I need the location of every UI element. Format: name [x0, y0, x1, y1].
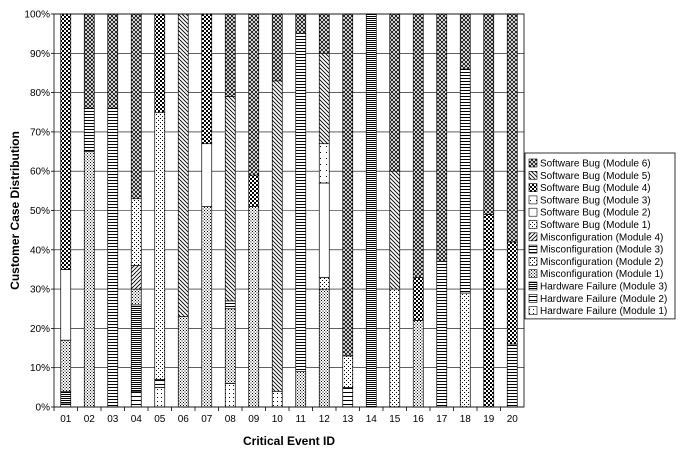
bar-segment: [131, 391, 141, 407]
y-tick-label: 50%: [29, 206, 50, 217]
x-tick-label: 02: [83, 414, 95, 425]
bar-segment: [319, 144, 329, 183]
bar-segment: [61, 14, 71, 269]
bar-segment: [343, 356, 353, 387]
bar-segment: [155, 379, 165, 387]
bar-segment: [319, 14, 329, 53]
bar-segment: [249, 175, 259, 206]
legend-swatch: [529, 171, 537, 179]
bar-segment: [296, 372, 306, 407]
bar-segment: [319, 277, 329, 289]
x-tick-label: 01: [60, 414, 72, 425]
bar-segment: [108, 108, 118, 407]
y-tick-label: 0%: [35, 402, 50, 414]
legend-swatch: [529, 257, 537, 265]
x-tick-label: 15: [389, 414, 401, 425]
legend-label: Software Bug (Module 5): [540, 170, 651, 182]
bar-segment: [108, 14, 118, 108]
x-tick-label: 05: [154, 414, 166, 425]
x-axis-label: Critical Event ID: [242, 434, 336, 448]
x-tick-label: 19: [483, 414, 495, 425]
bar-segment: [437, 14, 447, 262]
y-tick-label: 100%: [24, 9, 50, 21]
bar-segment: [84, 152, 94, 407]
legend-swatch: [529, 245, 537, 253]
x-tick-label: 04: [130, 414, 142, 425]
legend-label: Hardware Failure (Module 3): [540, 281, 668, 293]
x-tick-label: 10: [271, 414, 283, 425]
bar-segment: [272, 14, 282, 81]
bar-segment: [225, 309, 235, 384]
x-tick-label: 16: [412, 414, 424, 425]
bar-segment: [366, 14, 376, 407]
bar-segment: [131, 289, 141, 305]
bar-segment: [437, 262, 447, 407]
legend-swatch: [529, 282, 537, 290]
legend-label: Hardware Failure (Module 2): [540, 293, 668, 305]
legend-label: Software Bug (Module 4): [540, 183, 651, 195]
legend-label: Software Bug (Module 6): [540, 158, 651, 170]
bar-segment: [202, 207, 212, 407]
bar-segment: [84, 14, 94, 108]
legend-label: Misconfiguration (Module 2): [540, 256, 664, 268]
y-tick-label: 70%: [29, 127, 50, 139]
x-tick-label: 08: [224, 414, 236, 425]
legend-swatch: [529, 233, 537, 241]
x-tick-label: 03: [107, 414, 119, 425]
x-tick-label: 18: [459, 414, 471, 425]
y-tick-label: 10%: [29, 363, 50, 375]
legend-label: Software Bug (Module 2): [540, 207, 651, 219]
bar-segment: [460, 69, 470, 293]
bar-segment: [249, 14, 259, 175]
legend-label: Software Bug (Module 3): [540, 195, 651, 207]
bar-segment: [202, 144, 212, 207]
bar-segment: [413, 14, 423, 277]
gridlines: [54, 14, 524, 407]
legend-swatch: [529, 208, 537, 216]
bar-segment: [131, 199, 141, 266]
bar-segment: [131, 14, 141, 199]
legend-swatch: [529, 221, 537, 229]
legend-swatch: [529, 184, 537, 192]
bar-segment: [61, 403, 71, 407]
bar-segment: [507, 344, 517, 407]
bar-segment: [413, 321, 423, 407]
bar-segment: [225, 14, 235, 97]
bar-segment: [507, 14, 517, 242]
y-tick-label: 60%: [29, 166, 50, 178]
bar-segment: [390, 171, 400, 289]
legend: [525, 153, 675, 319]
bar-segment: [390, 289, 400, 407]
x-tick-label: 09: [248, 414, 260, 425]
bar-segment: [319, 53, 329, 143]
x-tick-label: 06: [177, 414, 189, 425]
bar-segment: [343, 14, 353, 356]
bar-segment: [507, 242, 517, 344]
bar-segment: [272, 81, 282, 391]
bar-segment: [131, 305, 141, 391]
bar-segment: [61, 269, 71, 340]
legend-swatch: [529, 307, 537, 315]
bar-segment: [484, 214, 494, 407]
bar-segment: [484, 14, 494, 214]
bar-segment: [319, 289, 329, 407]
legend-label: Misconfiguration (Module 4): [540, 232, 664, 244]
legend-label: Misconfiguration (Module 3): [540, 244, 664, 256]
y-tick-label: 80%: [29, 88, 50, 100]
bar-segment: [155, 387, 165, 407]
y-tick-label: 20%: [29, 323, 50, 335]
legend-label: Hardware Failure (Module 1): [540, 306, 668, 318]
bar-segment: [225, 97, 235, 301]
bar-segment: [131, 266, 141, 290]
bar-segment: [413, 277, 423, 320]
bar-segment: [178, 14, 188, 317]
y-axis-label: Customer Case Distribution: [8, 131, 22, 290]
bar-segment: [61, 340, 71, 391]
bar-segment: [225, 383, 235, 407]
bar-segment: [225, 301, 235, 309]
bar-segment: [390, 14, 400, 171]
x-tick-label: 11: [295, 414, 306, 425]
x-tick-label: 17: [436, 414, 448, 425]
legend-swatch: [529, 270, 537, 278]
bar-segment: [178, 317, 188, 407]
bar-segment: [84, 108, 94, 151]
legend-label: Software Bug (Module 1): [540, 220, 651, 231]
x-tick-label: 20: [506, 414, 518, 425]
legend-swatch: [529, 294, 537, 302]
y-tick-label: 40%: [29, 245, 50, 257]
x-tick-label: 13: [342, 414, 354, 425]
bar-segment: [155, 14, 165, 112]
bar-segment: [343, 387, 353, 407]
x-tick-label: 12: [318, 414, 330, 425]
bar-segment: [61, 391, 71, 403]
x-tick-label: 14: [365, 414, 377, 425]
bar-segment: [460, 293, 470, 407]
legend-swatch: [529, 159, 537, 167]
y-tick-label: 30%: [29, 284, 50, 296]
bar-segment: [296, 14, 306, 34]
bar-segment: [296, 34, 306, 372]
y-tick-label: 90%: [29, 48, 50, 60]
bar-segment: [460, 14, 470, 69]
bar-segment: [155, 112, 165, 379]
legend-swatch: [529, 196, 537, 204]
x-tick-label: 07: [201, 414, 213, 425]
bar-segment: [202, 14, 212, 144]
bar-segment: [319, 183, 329, 277]
legend-label: Misconfiguration (Module 1): [540, 269, 664, 281]
bar-segment: [272, 391, 282, 407]
bar-segment: [249, 207, 259, 407]
